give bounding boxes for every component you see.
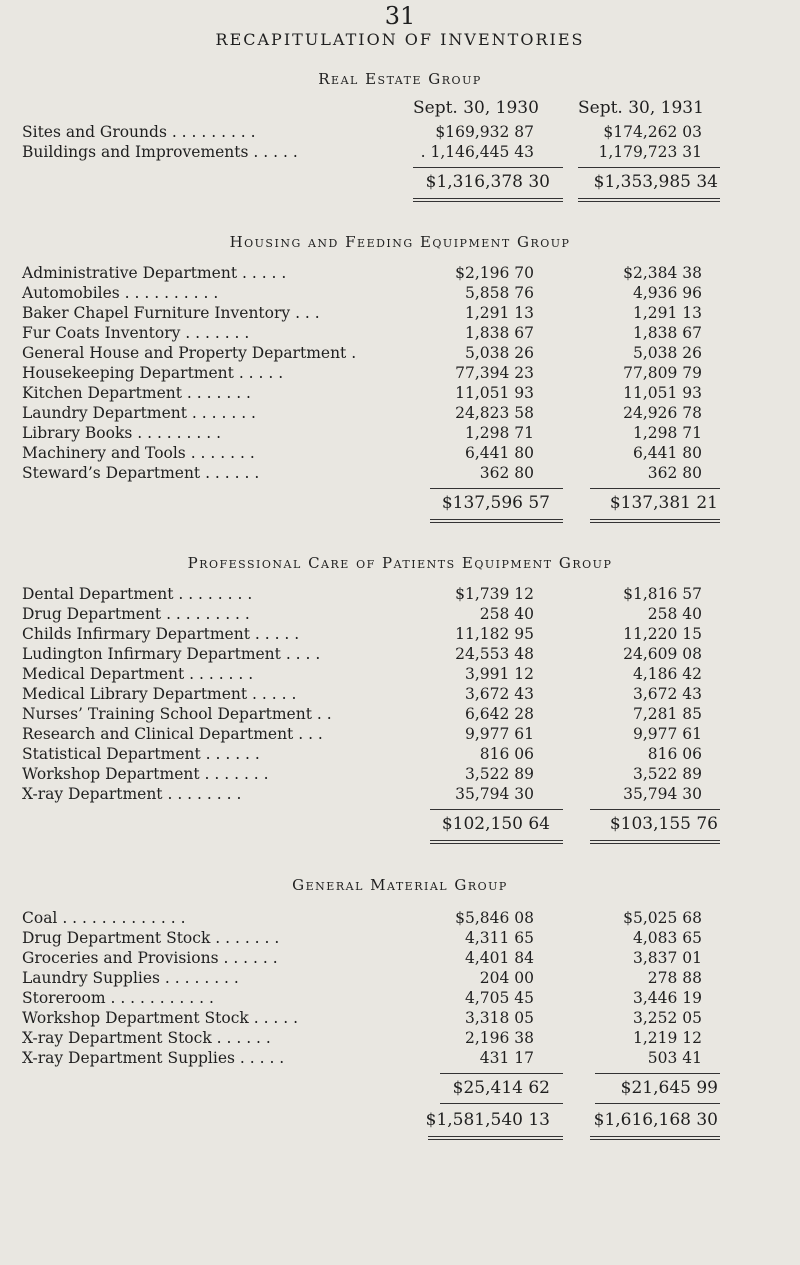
table-row <box>22 323 784 343</box>
table-row <box>22 423 784 443</box>
table-row <box>22 283 784 303</box>
total-double-rule <box>578 198 720 202</box>
row-label: Statistical Department . . . . . . <box>22 745 260 763</box>
table-row <box>22 908 784 928</box>
value-1930: 4,401 84 <box>464 949 534 967</box>
row-label: Fur Coats Inventory . . . . . . . <box>22 324 250 342</box>
table-row <box>22 684 784 704</box>
value-1930: 6,642 28 <box>464 705 534 723</box>
value-1930: $2,196 70 <box>455 264 534 282</box>
row-label: Medical Library Department . . . . . <box>22 685 297 703</box>
row-label: General House and Property Department . <box>22 344 357 362</box>
group-total-1930: $137,596 57 <box>441 493 550 513</box>
total-double-rule <box>590 519 720 523</box>
row-label: Kitchen Department . . . . . . . <box>22 384 251 402</box>
group-total-1931: $1,353,985 34 <box>593 172 718 192</box>
value-1931: 6,441 80 <box>632 444 702 462</box>
column-header-1931: Sept. 30, 1931 <box>578 98 704 118</box>
row-label: Laundry Department . . . . . . . <box>22 404 256 422</box>
value-1931: $174,262 03 <box>603 123 702 141</box>
table-row <box>22 383 784 403</box>
value-1930: $5,846 08 <box>455 909 534 927</box>
value-1930: 3,991 12 <box>464 665 534 683</box>
table-row <box>22 363 784 383</box>
table-row <box>22 704 784 724</box>
value-1931: 3,252 05 <box>632 1009 702 1027</box>
row-label: Housekeeping Department . . . . . <box>22 364 284 382</box>
row-label: Drug Department . . . . . . . . . <box>22 605 250 623</box>
subtotal-rule <box>590 809 720 810</box>
value-1930: $169,932 87 <box>435 123 534 141</box>
value-1931: 9,977 61 <box>632 725 702 743</box>
value-1931: 816 06 <box>647 745 702 763</box>
value-1931: 1,179,723 31 <box>598 143 702 161</box>
row-label: Machinery and Tools . . . . . . . <box>22 444 255 462</box>
table-row <box>22 403 784 423</box>
value-1931: 11,220 15 <box>623 625 702 643</box>
row-label: Workshop Department Stock . . . . . <box>22 1009 299 1027</box>
table-row <box>22 584 784 604</box>
value-1930: 816 06 <box>479 745 534 763</box>
row-label: Workshop Department . . . . . . . <box>22 765 269 783</box>
value-1931: 3,672 43 <box>632 685 702 703</box>
value-1931: 3,446 19 <box>632 989 702 1007</box>
subtotal-rule <box>440 1073 563 1074</box>
table-row <box>22 303 784 323</box>
value-1931: 4,083 65 <box>632 929 702 947</box>
value-1931: 35,794 30 <box>623 785 702 803</box>
value-1931: $1,816 57 <box>623 585 702 603</box>
row-label: X-ray Department Stock . . . . . . <box>22 1029 271 1047</box>
table-row <box>22 122 784 142</box>
table-row <box>22 928 784 948</box>
row-label: Dental Department . . . . . . . . <box>22 585 253 603</box>
subtotal-rule <box>578 167 720 168</box>
subtotal-rule <box>595 1073 720 1074</box>
value-1930: $1,739 12 <box>455 585 534 603</box>
value-1931: $5,025 68 <box>623 909 702 927</box>
row-label: Sites and Grounds . . . . . . . . . <box>22 123 256 141</box>
value-1930: 5,858 76 <box>464 284 534 302</box>
row-label: Research and Clinical Department . . . <box>22 725 323 743</box>
value-1930: 362 80 <box>479 464 534 482</box>
row-label: Baker Chapel Furniture Inventory . . . <box>22 304 320 322</box>
table-row <box>22 724 784 744</box>
value-1930: 6,441 80 <box>464 444 534 462</box>
table-row <box>22 948 784 968</box>
table-row <box>22 644 784 664</box>
table-row <box>22 664 784 684</box>
subtotal-rule <box>430 809 563 810</box>
value-1930: 3,672 43 <box>464 685 534 703</box>
page-number: 31 <box>384 2 416 30</box>
value-1930: 2,196 38 <box>464 1029 534 1047</box>
group-total-1931: $21,645 99 <box>620 1078 718 1098</box>
row-label: Coal . . . . . . . . . . . . . <box>22 909 186 927</box>
value-1930: 1,298 71 <box>464 424 534 442</box>
table-row <box>22 764 784 784</box>
table-row <box>22 1008 784 1028</box>
row-label: Childs Infirmary Department . . . . . <box>22 625 300 643</box>
value-1930: 4,705 45 <box>464 989 534 1007</box>
value-1931: 24,926 78 <box>623 404 702 422</box>
row-label: Automobiles . . . . . . . . . . <box>22 284 219 302</box>
value-1931: 4,186 42 <box>632 665 702 683</box>
row-label: Storeroom . . . . . . . . . . . <box>22 989 214 1007</box>
subtotal-rule <box>430 488 563 489</box>
row-label: Nurses’ Training School Department . . <box>22 705 332 723</box>
total-double-rule <box>413 198 563 202</box>
value-1931: 77,809 79 <box>623 364 702 382</box>
row-label: Administrative Department . . . . . <box>22 264 287 282</box>
value-1931: 278 88 <box>647 969 702 987</box>
value-1930: 24,553 48 <box>455 645 534 663</box>
row-label: Ludington Infirmary Department . . . . <box>22 645 321 663</box>
value-1930: . 1,146,445 43 <box>420 143 534 161</box>
value-1931: 24,609 08 <box>623 645 702 663</box>
group-title-real-estate: Real Estate Group <box>318 70 482 88</box>
total-double-rule <box>430 840 563 844</box>
row-label: Drug Department Stock . . . . . . . <box>22 929 280 947</box>
value-1930: 11,051 93 <box>455 384 534 402</box>
value-1931: 3,522 89 <box>632 765 702 783</box>
table-row <box>22 263 784 283</box>
total-double-rule <box>590 1136 720 1140</box>
table-row <box>22 463 784 483</box>
value-1930: 258 40 <box>479 605 534 623</box>
table-row <box>22 142 784 162</box>
value-1930: 77,394 23 <box>455 364 534 382</box>
value-1930: 3,318 05 <box>464 1009 534 1027</box>
group-total-1930: $25,414 62 <box>452 1078 550 1098</box>
subtotal-rule <box>590 488 720 489</box>
value-1931: 258 40 <box>647 605 702 623</box>
table-row <box>22 624 784 644</box>
total-double-rule <box>590 840 720 844</box>
row-label: Buildings and Improvements . . . . . <box>22 143 298 161</box>
group-total-1931: $137,381 21 <box>609 493 718 513</box>
subtotal-rule <box>413 167 563 168</box>
value-1931: 11,051 93 <box>623 384 702 402</box>
total-double-rule <box>428 1136 563 1140</box>
table-row <box>22 988 784 1008</box>
value-1930: 24,823 58 <box>455 404 534 422</box>
value-1931: 4,936 96 <box>632 284 702 302</box>
table-row <box>22 443 784 463</box>
value-1930: 1,838 67 <box>464 324 534 342</box>
row-label: Groceries and Provisions . . . . . . <box>22 949 278 967</box>
table-row <box>22 1028 784 1048</box>
value-1931: 503 41 <box>647 1049 702 1067</box>
group-total-1930: $102,150 64 <box>441 814 550 834</box>
value-1931: 1,298 71 <box>632 424 702 442</box>
value-1930: 5,038 26 <box>464 344 534 362</box>
subtotal-rule <box>440 1103 563 1104</box>
table-row <box>22 968 784 988</box>
grand-total-1931: $1,616,168 30 <box>593 1110 718 1130</box>
value-1930: 4,311 65 <box>464 929 534 947</box>
value-1931: 1,838 67 <box>632 324 702 342</box>
value-1931: 1,219 12 <box>632 1029 702 1047</box>
group-title-housing-feeding: Housing and Feeding Equipment Group <box>229 233 571 251</box>
group-total-1931: $103,155 76 <box>609 814 718 834</box>
value-1931: 3,837 01 <box>632 949 702 967</box>
row-label: Steward’s Department . . . . . . <box>22 464 260 482</box>
value-1930: 3,522 89 <box>464 765 534 783</box>
value-1930: 431 17 <box>479 1049 534 1067</box>
value-1931: 7,281 85 <box>632 705 702 723</box>
value-1930: 35,794 30 <box>455 785 534 803</box>
row-label: Medical Department . . . . . . . <box>22 665 254 683</box>
value-1930: 9,977 61 <box>464 725 534 743</box>
row-label: Laundry Supplies . . . . . . . . <box>22 969 239 987</box>
table-row <box>22 343 784 363</box>
value-1930: 1,291 13 <box>464 304 534 322</box>
value-1931: $2,384 38 <box>623 264 702 282</box>
total-double-rule <box>430 519 563 523</box>
value-1931: 362 80 <box>647 464 702 482</box>
value-1931: 1,291 13 <box>632 304 702 322</box>
grand-total-1930: $1,581,540 13 <box>425 1110 550 1130</box>
row-label: X-ray Department . . . . . . . . <box>22 785 242 803</box>
column-header-1930: Sept. 30, 1930 <box>413 98 539 118</box>
value-1930: 204 00 <box>479 969 534 987</box>
group-title-general-material: General Material Group <box>292 876 508 894</box>
group-total-1930: $1,316,378 30 <box>425 172 550 192</box>
row-label: Library Books . . . . . . . . . <box>22 424 222 442</box>
table-row <box>22 784 784 804</box>
page-title: RECAPITULATION OF INVENTORIES <box>215 30 585 49</box>
value-1931: 5,038 26 <box>632 344 702 362</box>
subtotal-rule <box>595 1103 720 1104</box>
group-title-professional-care: Professional Care of Patients Equipment Group <box>187 554 613 572</box>
table-row <box>22 744 784 764</box>
table-row <box>22 604 784 624</box>
table-row <box>22 1048 784 1068</box>
value-1930: 11,182 95 <box>455 625 534 643</box>
row-label: X-ray Department Supplies . . . . . <box>22 1049 285 1067</box>
